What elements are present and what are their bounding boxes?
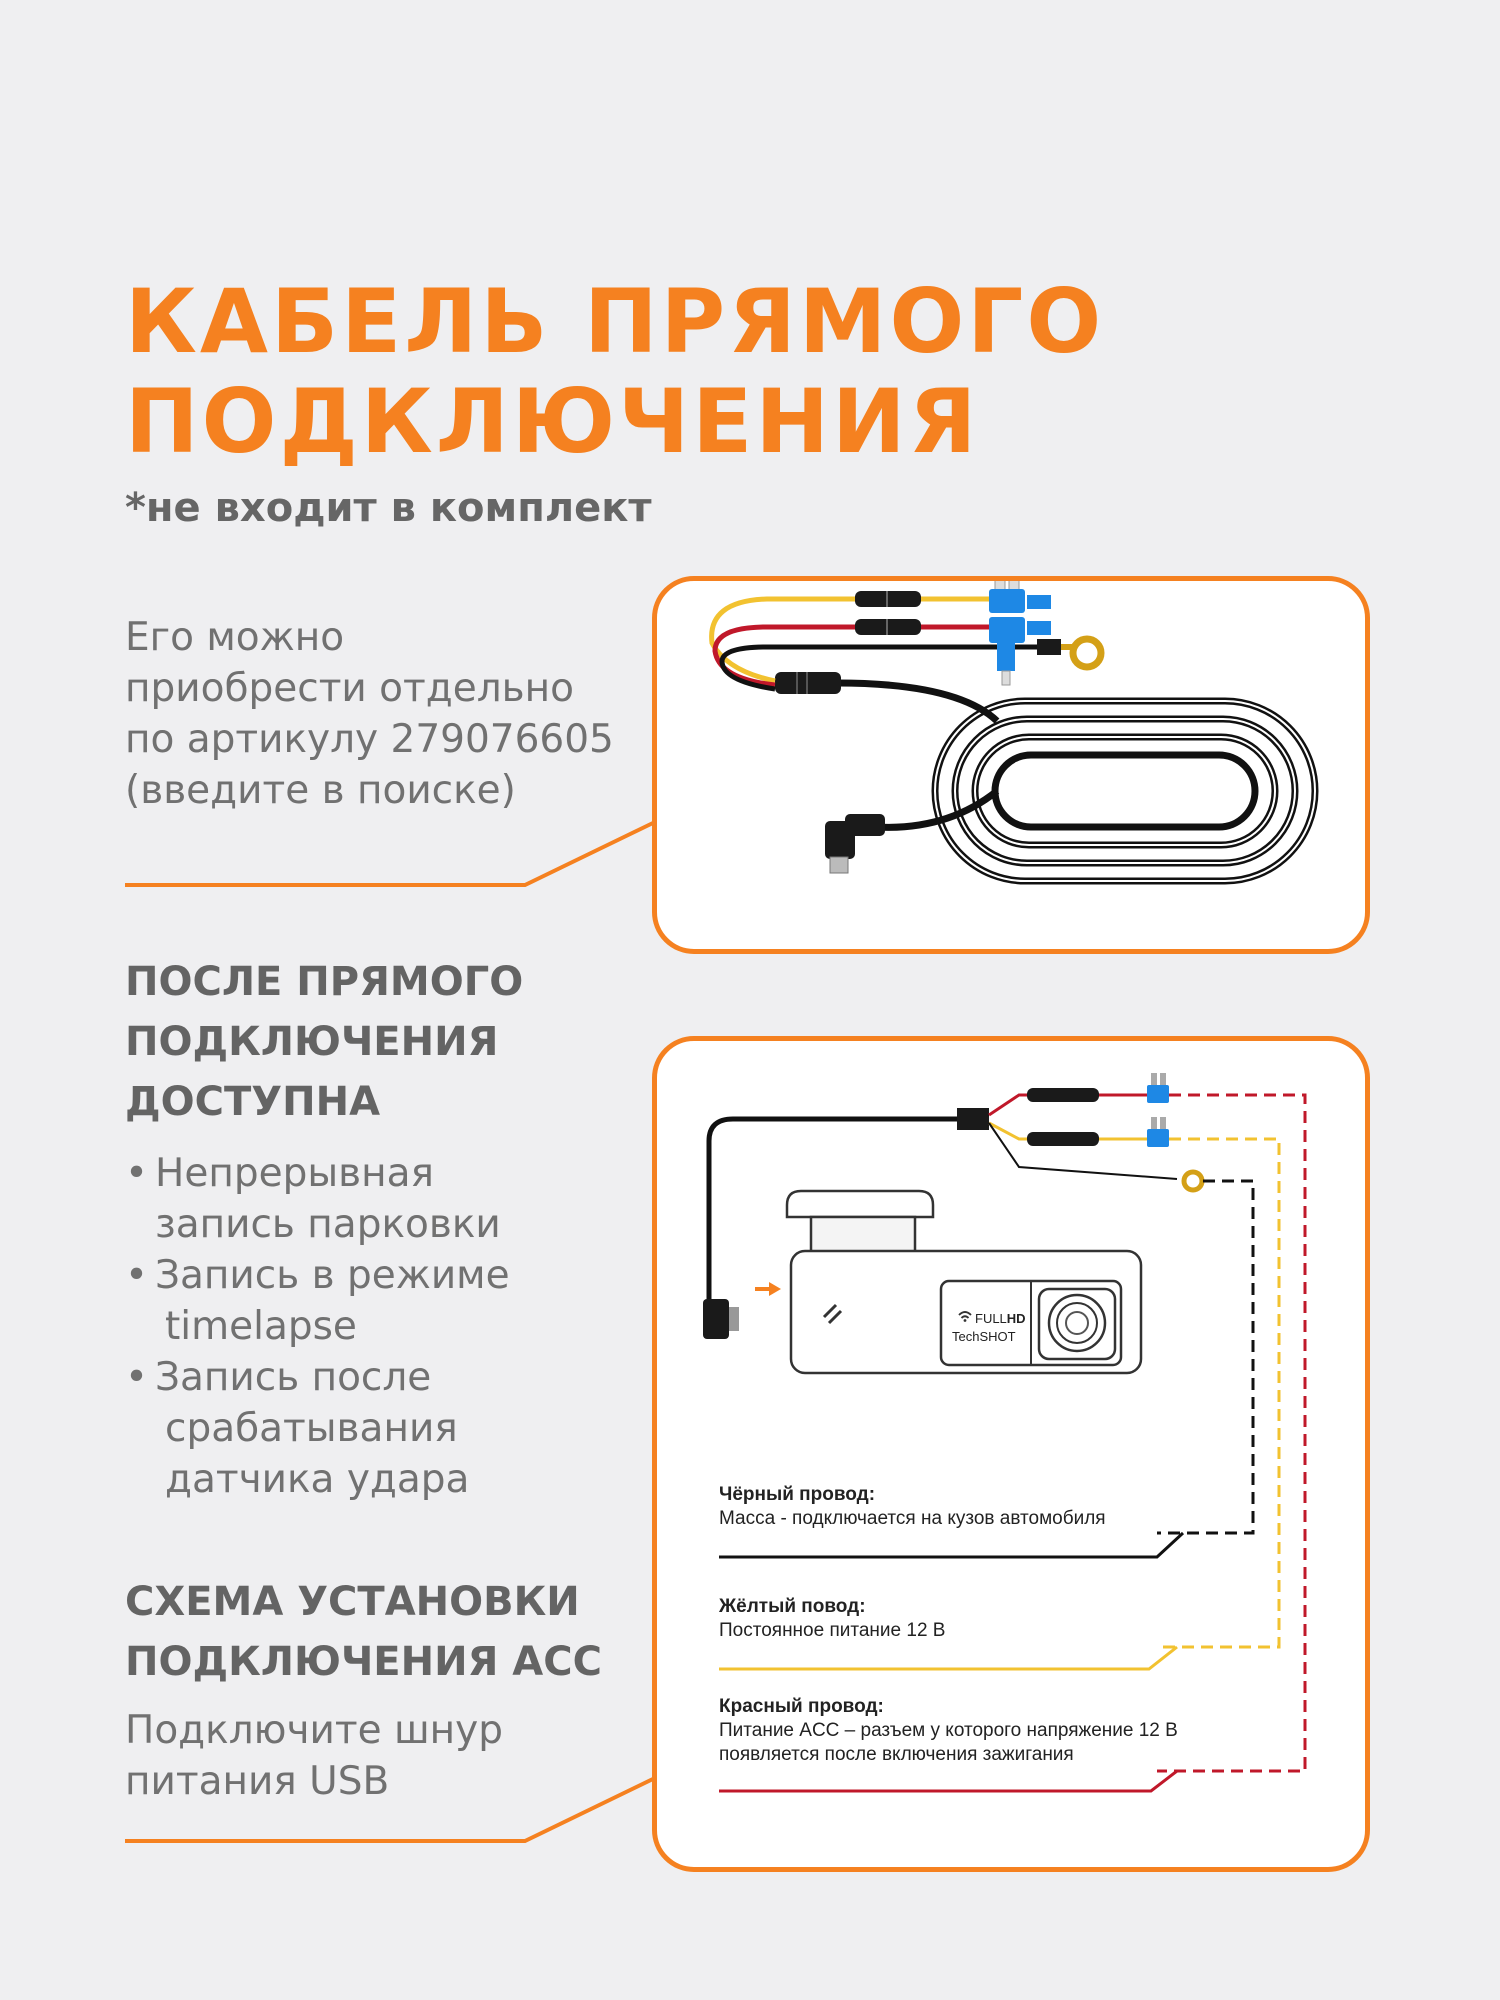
hd-label: HD [1006, 1311, 1026, 1326]
feature-text: timelapse [165, 1304, 357, 1349]
camera-lens-icon [1039, 1289, 1115, 1359]
full-label: FULL [975, 1311, 1007, 1326]
purchase-info-line: (введите в поиске) [125, 768, 516, 813]
full-hd-badge [975, 1311, 1026, 1326]
feature-text: Запись после [155, 1355, 432, 1400]
purchase-info-line: Его можно [125, 615, 345, 660]
fuse-tap-icon [989, 581, 1051, 685]
list-item [125, 1352, 510, 1505]
usb-connector-icon [703, 1299, 739, 1339]
wire-title: Красный провод: [719, 1696, 884, 1717]
feature-text: запись парковки [155, 1202, 501, 1247]
features-list [125, 1148, 510, 1505]
fuse-tap-icon [1147, 1073, 1169, 1147]
ring-terminal-icon [1037, 639, 1101, 667]
purchase-info-line: по артикулу 279076605 [125, 717, 614, 762]
wire-description: Масса - подключается на кузов автомобиля [719, 1508, 1106, 1529]
wire-description: появляется после включения зажигания [719, 1744, 1074, 1765]
usb-connector-icon [825, 814, 885, 873]
bullet-icon: • [125, 1253, 149, 1298]
wire-title: Чёрный провод: [719, 1484, 876, 1505]
bullet-icon: • [125, 1355, 149, 1400]
feature-text: срабатывания [165, 1406, 458, 1451]
wire-title: Жёлтый повод: [719, 1596, 866, 1617]
acc-instruction-line: Подключите шнур [125, 1708, 503, 1753]
features-heading-line: ПОДКЛЮЧЕНИЯ [125, 1019, 499, 1065]
features-heading-line: ДОСТУПНА [125, 1079, 381, 1125]
acc-instruction-line: питания USB [125, 1759, 390, 1804]
acc-instruction [125, 1705, 503, 1807]
list-item [125, 1148, 510, 1250]
cable-splitter [775, 672, 841, 694]
wire-description: Постоянное питание 12 В [719, 1620, 946, 1641]
brand-label: TechSHOT [952, 1329, 1016, 1344]
features-heading-line: ПОСЛЕ ПРЯМОГО [125, 959, 524, 1005]
acc-heading [125, 1572, 602, 1692]
feature-text: датчика удара [165, 1457, 470, 1502]
fuse-holder-icon [1027, 1088, 1099, 1146]
wire-label-yellow [719, 1595, 945, 1643]
feature-text: Запись в режиме [155, 1253, 510, 1298]
page-title: КАБЕЛЬ ПРЯМОГО ПОДКЛЮЧЕНИЯ [125, 270, 1105, 473]
wire-label-black [719, 1483, 1106, 1531]
page-subtitle: *не входит в комплект [125, 485, 652, 531]
wire-description: Питание ACC – разъем у которого напряжение 12 В [719, 1720, 1178, 1741]
hardwire-cable-illustration [657, 581, 1365, 949]
features-heading [125, 952, 523, 1132]
bullet-icon: • [125, 1151, 149, 1196]
feature-text: Непрерывная [155, 1151, 434, 1196]
ring-terminal-icon [1184, 1172, 1202, 1190]
purchase-info-line: приобрести отдельно [125, 666, 574, 711]
cable-image-card [652, 576, 1370, 954]
list-item [125, 1250, 510, 1352]
wiring-diagram-card [652, 1036, 1370, 1872]
dashcam-illustration [787, 1191, 1141, 1373]
leader-line-top [125, 822, 655, 885]
acc-heading-line: ПОДКЛЮЧЕНИЯ ACC [125, 1639, 602, 1685]
fuse-holder-icon [855, 591, 921, 635]
acc-heading-line: СХЕМА УСТАНОВКИ [125, 1579, 580, 1625]
wire-label-red [719, 1695, 1178, 1767]
